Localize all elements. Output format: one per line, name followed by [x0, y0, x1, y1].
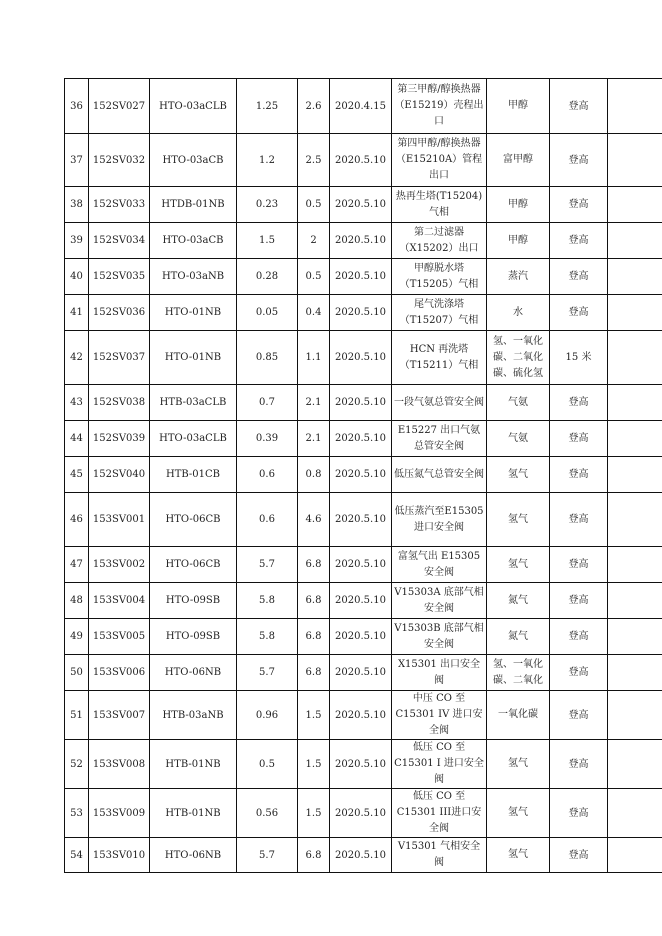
cell-medium: 一氧化碳 — [487, 691, 550, 740]
cell-remarks — [608, 583, 662, 619]
table-row — [65, 421, 662, 457]
cell-valve-model: HTO-03aCB — [150, 134, 237, 187]
table-row — [65, 740, 662, 789]
cell-set-pressure: 0.6 — [237, 493, 298, 547]
cell-access-method: 登高 — [550, 691, 608, 740]
cell-inspection-date: 2020.5.10 — [330, 223, 392, 259]
cell-row-number: 44 — [65, 421, 89, 457]
cell-install-location: 富氢气出 E15305 安全阀 — [392, 547, 487, 583]
cell-set-pressure: 5.8 — [237, 583, 298, 619]
cell-design-pressure: 2.5 — [298, 134, 330, 187]
table-row — [65, 385, 662, 421]
cell-medium: 水 — [487, 295, 550, 331]
table-row — [65, 691, 662, 740]
cell-set-pressure: 0.96 — [237, 691, 298, 740]
cell-install-location: V15303B 底部气相安全阀 — [392, 619, 487, 655]
cell-install-location: 一段气氨总管安全阀 — [392, 385, 487, 421]
cell-access-method: 登高 — [550, 421, 608, 457]
cell-set-pressure: 0.28 — [237, 259, 298, 295]
cell-remarks — [608, 655, 662, 691]
cell-access-method: 登高 — [550, 547, 608, 583]
cell-set-pressure: 1.5 — [237, 223, 298, 259]
cell-install-location: X15301 出口安全阀 — [392, 655, 487, 691]
cell-set-pressure: 0.5 — [237, 740, 298, 789]
cell-inspection-date: 2020.4.15 — [330, 79, 392, 134]
table-row — [65, 223, 662, 259]
table-row — [65, 295, 662, 331]
table-row — [65, 493, 662, 547]
cell-valve-tag: 153SV004 — [89, 583, 150, 619]
cell-inspection-date: 2020.5.10 — [330, 295, 392, 331]
cell-valve-tag: 153SV005 — [89, 619, 150, 655]
cell-valve-tag: 152SV027 — [89, 79, 150, 134]
cell-row-number: 39 — [65, 223, 89, 259]
cell-access-method: 登高 — [550, 385, 608, 421]
cell-design-pressure: 0.5 — [298, 259, 330, 295]
cell-design-pressure: 1.1 — [298, 331, 330, 385]
cell-set-pressure: 5.7 — [237, 655, 298, 691]
cell-access-method: 15 米 — [550, 331, 608, 385]
cell-remarks — [608, 331, 662, 385]
cell-remarks — [608, 223, 662, 259]
cell-set-pressure: 0.85 — [237, 331, 298, 385]
safety-valve-table — [64, 78, 662, 873]
cell-medium: 氮气 — [487, 619, 550, 655]
cell-valve-model: HTB-03aCLB — [150, 385, 237, 421]
cell-medium: 氢气 — [487, 457, 550, 493]
cell-access-method: 登高 — [550, 187, 608, 223]
cell-valve-tag: 152SV040 — [89, 457, 150, 493]
cell-set-pressure: 1.25 — [237, 79, 298, 134]
cell-medium: 氢、一氧化碳、二氧化碳、硫化氢 — [487, 331, 550, 385]
cell-valve-model: HTO-06NB — [150, 838, 237, 873]
cell-valve-model: HTO-09SB — [150, 583, 237, 619]
cell-medium: 气氨 — [487, 385, 550, 421]
cell-access-method: 登高 — [550, 789, 608, 838]
cell-access-method: 登高 — [550, 259, 608, 295]
cell-row-number: 36 — [65, 79, 89, 134]
cell-access-method: 登高 — [550, 493, 608, 547]
cell-inspection-date: 2020.5.10 — [330, 789, 392, 838]
table-row — [65, 838, 662, 873]
cell-valve-tag: 152SV038 — [89, 385, 150, 421]
cell-inspection-date: 2020.5.10 — [330, 619, 392, 655]
cell-set-pressure: 0.05 — [237, 295, 298, 331]
cell-medium: 氢气 — [487, 493, 550, 547]
cell-install-location: 低压 CO 至 C15301 I 进口安全阀 — [392, 740, 487, 789]
cell-row-number: 43 — [65, 385, 89, 421]
cell-design-pressure: 1.5 — [298, 740, 330, 789]
cell-valve-tag: 153SV002 — [89, 547, 150, 583]
cell-access-method: 登高 — [550, 619, 608, 655]
cell-access-method: 登高 — [550, 79, 608, 134]
cell-install-location: 低压蒸汽至E15305 进口安全阀 — [392, 493, 487, 547]
cell-install-location: 第四甲醇/醇换热器（E15210A）管程出口 — [392, 134, 487, 187]
cell-valve-tag: 153SV009 — [89, 789, 150, 838]
table-row — [65, 134, 662, 187]
cell-valve-model: HTB-01CB — [150, 457, 237, 493]
cell-medium: 甲醇 — [487, 223, 550, 259]
cell-row-number: 41 — [65, 295, 89, 331]
cell-valve-model: HTO-03aCB — [150, 223, 237, 259]
cell-row-number: 53 — [65, 789, 89, 838]
cell-remarks — [608, 547, 662, 583]
table-row — [65, 457, 662, 493]
cell-set-pressure: 5.7 — [237, 838, 298, 873]
cell-remarks — [608, 457, 662, 493]
cell-medium: 氢气 — [487, 789, 550, 838]
cell-inspection-date: 2020.5.10 — [330, 385, 392, 421]
cell-valve-model: HTB-01NB — [150, 789, 237, 838]
cell-design-pressure: 0.5 — [298, 187, 330, 223]
cell-row-number: 51 — [65, 691, 89, 740]
cell-row-number: 50 — [65, 655, 89, 691]
cell-inspection-date: 2020.5.10 — [330, 331, 392, 385]
cell-medium: 氢气 — [487, 838, 550, 873]
cell-design-pressure: 1.5 — [298, 789, 330, 838]
cell-remarks — [608, 259, 662, 295]
cell-design-pressure: 2.6 — [298, 79, 330, 134]
cell-set-pressure: 0.6 — [237, 457, 298, 493]
cell-valve-tag: 152SV039 — [89, 421, 150, 457]
cell-remarks — [608, 385, 662, 421]
table-row — [65, 79, 662, 134]
cell-inspection-date: 2020.5.10 — [330, 740, 392, 789]
cell-inspection-date: 2020.5.10 — [330, 259, 392, 295]
cell-design-pressure: 0.8 — [298, 457, 330, 493]
cell-install-location: 第三甲醇/醇换热器（E15219）壳程出口 — [392, 79, 487, 134]
cell-medium: 氢、一氧化碳、二氧化 — [487, 655, 550, 691]
cell-set-pressure: 0.56 — [237, 789, 298, 838]
cell-inspection-date: 2020.5.10 — [330, 583, 392, 619]
cell-row-number: 38 — [65, 187, 89, 223]
cell-install-location: 第二过滤器（X15202）出口 — [392, 223, 487, 259]
table-row — [65, 547, 662, 583]
cell-valve-tag: 153SV007 — [89, 691, 150, 740]
cell-inspection-date: 2020.5.10 — [330, 187, 392, 223]
cell-remarks — [608, 789, 662, 838]
cell-inspection-date: 2020.5.10 — [330, 421, 392, 457]
cell-design-pressure: 6.8 — [298, 655, 330, 691]
table-row — [65, 619, 662, 655]
cell-inspection-date: 2020.5.10 — [330, 457, 392, 493]
cell-access-method: 登高 — [550, 740, 608, 789]
cell-valve-model: HTO-03aNB — [150, 259, 237, 295]
cell-remarks — [608, 691, 662, 740]
cell-install-location: E15227 出口气氨总管安全阀 — [392, 421, 487, 457]
cell-remarks — [608, 493, 662, 547]
cell-access-method: 登高 — [550, 295, 608, 331]
cell-set-pressure: 1.2 — [237, 134, 298, 187]
cell-valve-model: HTO-03aCLB — [150, 79, 237, 134]
cell-design-pressure: 2.1 — [298, 421, 330, 457]
cell-row-number: 42 — [65, 331, 89, 385]
cell-valve-model: HTO-09SB — [150, 619, 237, 655]
cell-row-number: 40 — [65, 259, 89, 295]
table-row — [65, 259, 662, 295]
cell-row-number: 45 — [65, 457, 89, 493]
cell-inspection-date: 2020.5.10 — [330, 691, 392, 740]
cell-medium: 蒸汽 — [487, 259, 550, 295]
cell-design-pressure: 6.8 — [298, 547, 330, 583]
cell-access-method: 登高 — [550, 655, 608, 691]
cell-inspection-date: 2020.5.10 — [330, 655, 392, 691]
cell-remarks — [608, 295, 662, 331]
table-row — [65, 331, 662, 385]
cell-install-location: 低压氮气总管安全阀 — [392, 457, 487, 493]
cell-remarks — [608, 740, 662, 789]
cell-valve-tag: 153SV008 — [89, 740, 150, 789]
cell-row-number: 46 — [65, 493, 89, 547]
cell-valve-tag: 152SV035 — [89, 259, 150, 295]
cell-valve-model: HTO-01NB — [150, 331, 237, 385]
cell-set-pressure: 5.7 — [237, 547, 298, 583]
cell-medium: 富甲醇 — [487, 134, 550, 187]
cell-valve-tag: 152SV036 — [89, 295, 150, 331]
cell-access-method: 登高 — [550, 583, 608, 619]
cell-access-method: 登高 — [550, 134, 608, 187]
cell-design-pressure: 4.6 — [298, 493, 330, 547]
cell-remarks — [608, 187, 662, 223]
cell-access-method: 登高 — [550, 457, 608, 493]
cell-row-number: 49 — [65, 619, 89, 655]
cell-install-location: HCN 再洗塔（T15211）气相 — [392, 331, 487, 385]
cell-access-method: 登高 — [550, 223, 608, 259]
cell-remarks — [608, 619, 662, 655]
cell-install-location: 低压 CO 至 C15301 III进口安全阀 — [392, 789, 487, 838]
table-row — [65, 187, 662, 223]
cell-remarks — [608, 134, 662, 187]
cell-design-pressure: 0.4 — [298, 295, 330, 331]
cell-inspection-date: 2020.5.10 — [330, 493, 392, 547]
cell-remarks — [608, 421, 662, 457]
cell-set-pressure: 0.7 — [237, 385, 298, 421]
cell-valve-tag: 152SV033 — [89, 187, 150, 223]
cell-row-number: 47 — [65, 547, 89, 583]
cell-design-pressure: 6.8 — [298, 619, 330, 655]
cell-install-location: 热再生塔(T15204)气相 — [392, 187, 487, 223]
cell-medium: 气氨 — [487, 421, 550, 457]
cell-medium: 氮气 — [487, 583, 550, 619]
cell-install-location: V15301 气相安全阀 — [392, 838, 487, 873]
cell-valve-model: HTDB-01NB — [150, 187, 237, 223]
cell-valve-tag: 152SV034 — [89, 223, 150, 259]
cell-row-number: 52 — [65, 740, 89, 789]
cell-valve-tag: 153SV010 — [89, 838, 150, 873]
cell-valve-model: HTO-06CB — [150, 547, 237, 583]
cell-valve-tag: 153SV001 — [89, 493, 150, 547]
cell-valve-model: HTO-01NB — [150, 295, 237, 331]
table-body — [65, 79, 662, 873]
cell-access-method: 登高 — [550, 838, 608, 873]
cell-design-pressure: 2.1 — [298, 385, 330, 421]
cell-set-pressure: 0.39 — [237, 421, 298, 457]
cell-inspection-date: 2020.5.10 — [330, 547, 392, 583]
cell-valve-model: HTO-06CB — [150, 493, 237, 547]
cell-inspection-date: 2020.5.10 — [330, 838, 392, 873]
cell-design-pressure: 6.8 — [298, 583, 330, 619]
table-row — [65, 583, 662, 619]
cell-install-location: 尾气洗涤塔（T15207）气相 — [392, 295, 487, 331]
cell-set-pressure: 5.8 — [237, 619, 298, 655]
cell-inspection-date: 2020.5.10 — [330, 134, 392, 187]
cell-valve-model: HTB-03aNB — [150, 691, 237, 740]
cell-remarks — [608, 79, 662, 134]
cell-medium: 甲醇 — [487, 79, 550, 134]
cell-valve-tag: 153SV006 — [89, 655, 150, 691]
cell-valve-model: HTO-03aCLB — [150, 421, 237, 457]
cell-medium: 氢气 — [487, 740, 550, 789]
cell-valve-model: HTO-06NB — [150, 655, 237, 691]
cell-install-location: V15303A 底部气相安全阀 — [392, 583, 487, 619]
cell-medium: 甲醇 — [487, 187, 550, 223]
table-row — [65, 655, 662, 691]
cell-install-location: 甲醇脱水塔（T15205）气相 — [392, 259, 487, 295]
cell-design-pressure: 1.5 — [298, 691, 330, 740]
cell-set-pressure: 0.23 — [237, 187, 298, 223]
cell-valve-tag: 152SV032 — [89, 134, 150, 187]
cell-medium: 氢气 — [487, 547, 550, 583]
cell-design-pressure: 6.8 — [298, 838, 330, 873]
cell-valve-tag: 152SV037 — [89, 331, 150, 385]
cell-row-number: 37 — [65, 134, 89, 187]
cell-install-location: 中压 CO 至 C15301 IV 进口安全阀 — [392, 691, 487, 740]
cell-valve-model: HTB-01NB — [150, 740, 237, 789]
cell-row-number: 54 — [65, 838, 89, 873]
cell-remarks — [608, 838, 662, 873]
table-row — [65, 789, 662, 838]
cell-row-number: 48 — [65, 583, 89, 619]
cell-design-pressure: 2 — [298, 223, 330, 259]
